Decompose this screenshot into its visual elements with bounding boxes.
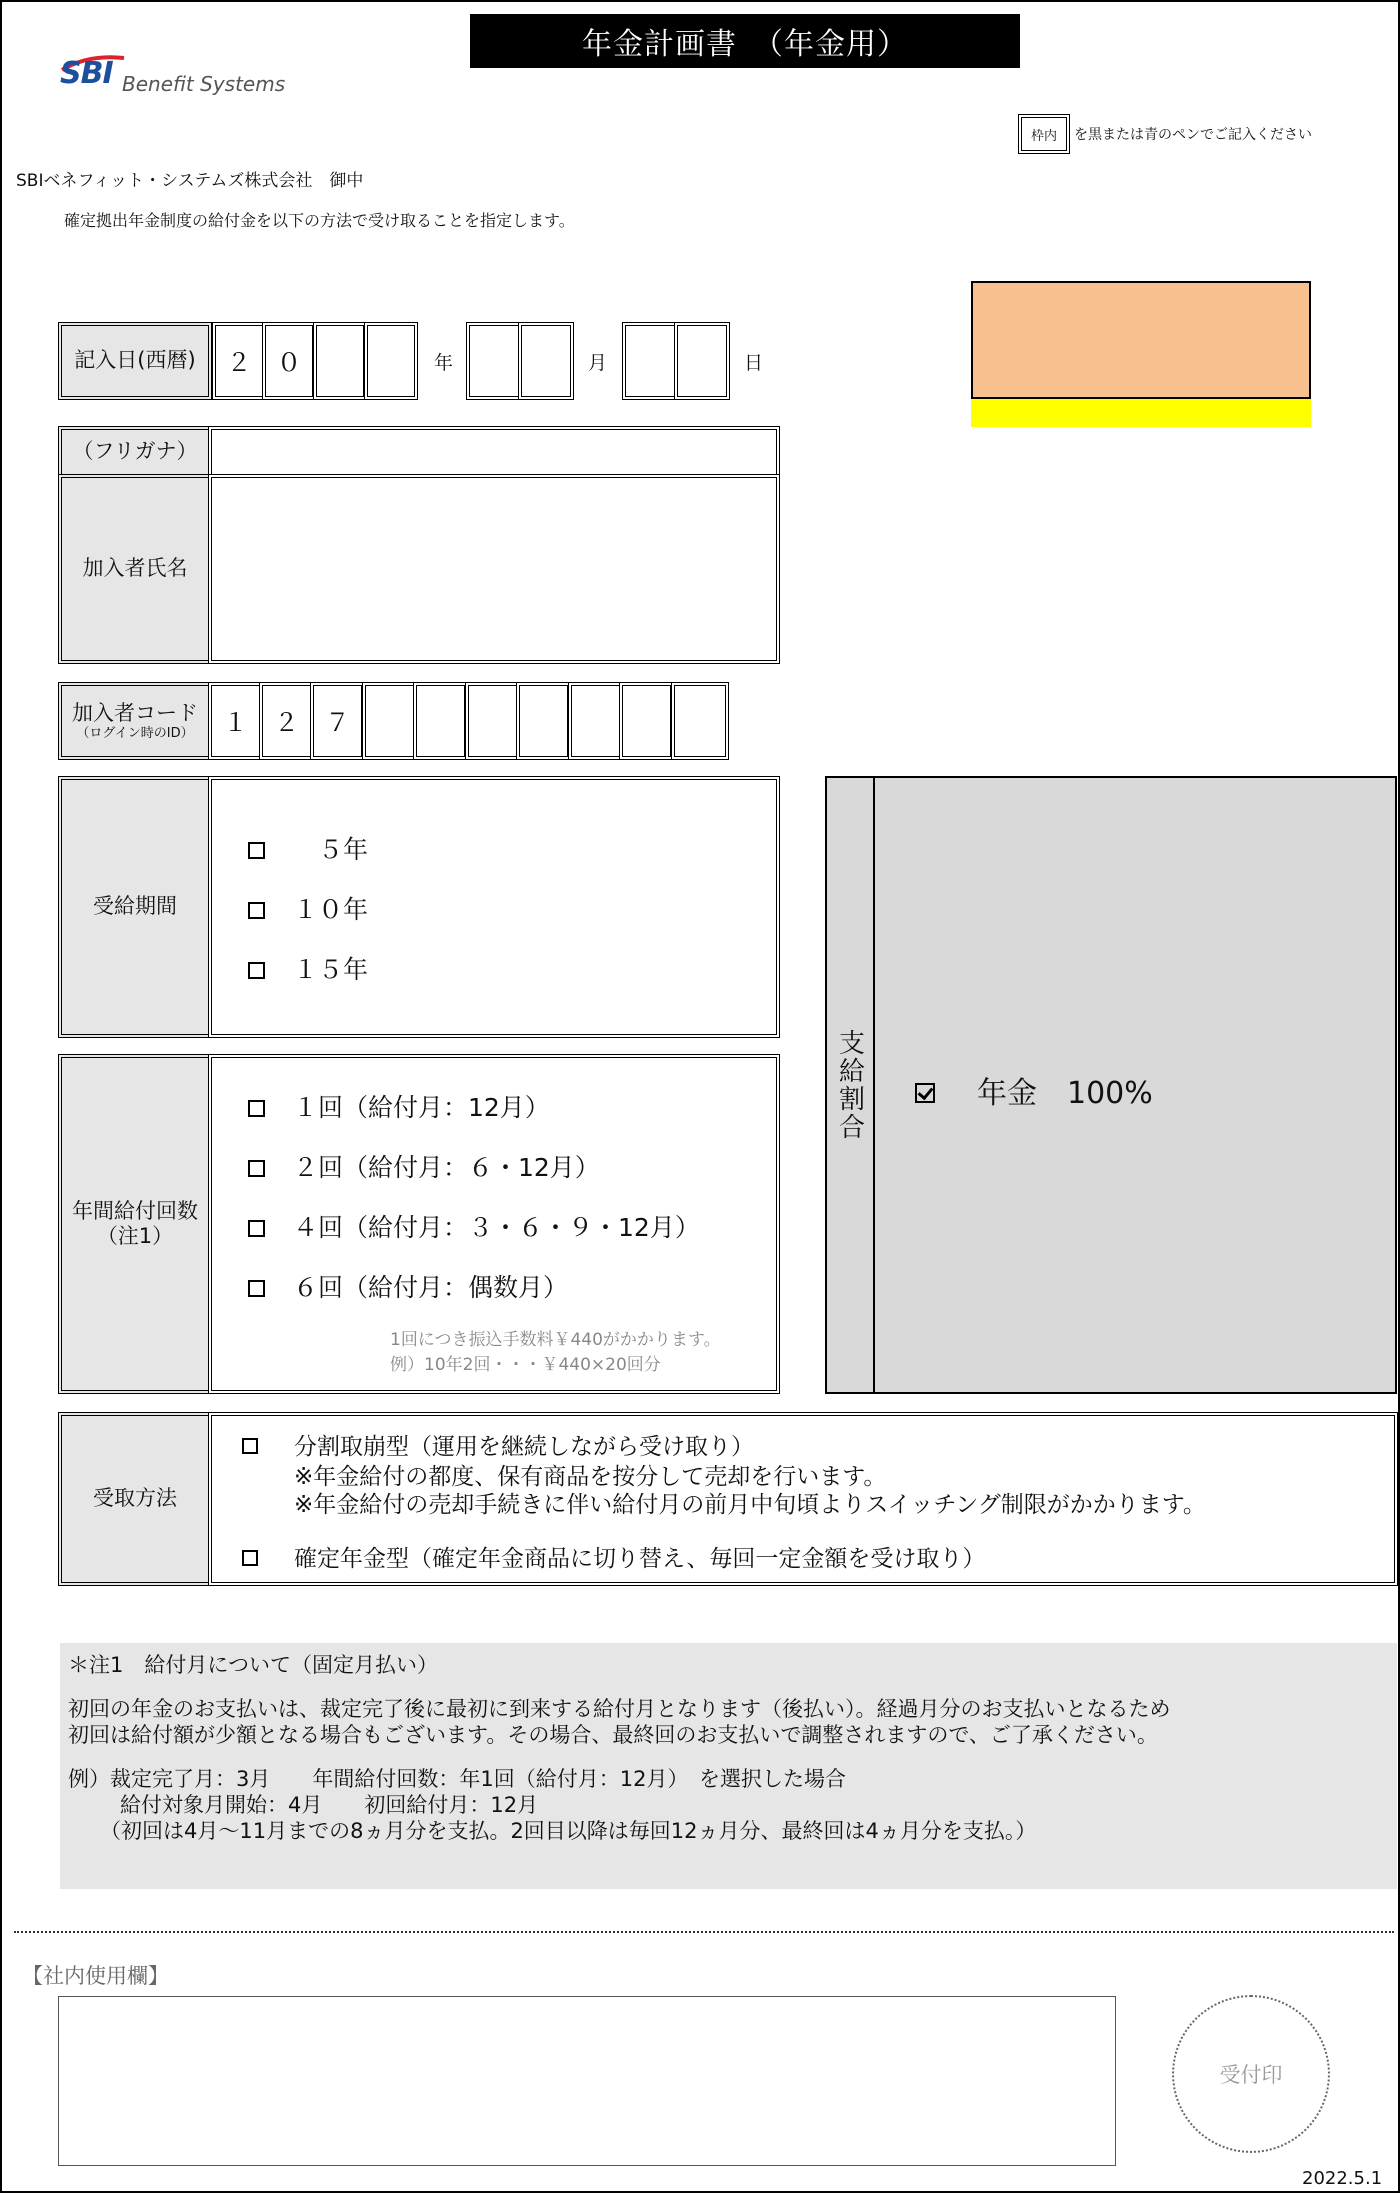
checkbox-icon[interactable]: [248, 1160, 265, 1177]
fee-line-1: 1回につき振込手数料￥440がかかります。: [390, 1330, 721, 1350]
note-box: [60, 1643, 1397, 1889]
code-digit-2[interactable]: ２: [259, 682, 314, 760]
frequency-options: [208, 1054, 780, 1394]
checkbox-icon[interactable]: [248, 962, 265, 979]
internal-use-label: 【社内使用欄】: [22, 1964, 169, 1988]
ratio-label-cell: [827, 778, 875, 1392]
ratio-label: 支給割合: [834, 1029, 865, 1141]
day-digit-2[interactable]: [674, 322, 730, 400]
legend-box: 枠内: [1018, 114, 1070, 154]
fee-line-2: 例）10年2回・・・￥440×20回分: [390, 1354, 661, 1375]
checkbox-icon[interactable]: [248, 902, 265, 919]
member-code-label: [58, 682, 212, 760]
year-unit: 年: [434, 352, 454, 374]
checkbox-icon[interactable]: [242, 1438, 258, 1454]
note-para-1: 初回の年金のお支払いは、裁定完了後に最初に到来する給付月となります（後払い）。経過月分のお支払いとなるため: [68, 1697, 1171, 1721]
code-digit-4[interactable]: [362, 682, 417, 760]
frequency-option-4[interactable]: ４回（給付月：３・６・９・12月）: [248, 1208, 700, 1244]
period-options: [208, 776, 780, 1038]
year-digit-2[interactable]: ０: [262, 322, 316, 400]
code-digit-7[interactable]: [516, 682, 571, 760]
company-logo: [58, 52, 318, 102]
period-option-10[interactable]: １０年: [248, 890, 368, 926]
frequency-title: 年間給付回数: [72, 1198, 198, 1223]
code-digit-8[interactable]: [568, 682, 623, 760]
fee-note: [390, 1328, 721, 1377]
checkbox-icon[interactable]: [248, 1220, 265, 1237]
checkbox-icon[interactable]: [248, 1280, 265, 1297]
note-example-1: 例）裁定完了月：3月 年間給付回数：年1回（給付月：12月） を選択した場合: [68, 1767, 846, 1791]
method-option-1[interactable]: 分割取崩型（運用を継続しながら受け取り）: [242, 1428, 754, 1461]
code-digit-6[interactable]: [465, 682, 520, 760]
internal-use-area: [58, 1996, 1116, 2166]
form-title: 年金計画書 （年金用）: [470, 14, 1020, 68]
entry-date-label: 記入日(西暦): [58, 322, 212, 400]
payment-ratio-panel: [825, 776, 1397, 1394]
method-note-1: ※年金給付の都度、保有商品を按分して売却を行います。: [294, 1464, 887, 1490]
month-unit: 月: [588, 352, 608, 374]
member-name-label: 加入者氏名: [58, 474, 212, 664]
note-heading: ＊注1 給付月について（固定月払い）: [68, 1653, 438, 1677]
member-code-title: 加入者コード: [72, 700, 198, 725]
month-digit-2[interactable]: [518, 322, 574, 400]
checkbox-icon[interactable]: [248, 1100, 265, 1117]
checked-box-icon[interactable]: [915, 1083, 935, 1103]
method-label: 受取方法: [58, 1412, 212, 1586]
divider: [14, 1931, 1394, 1933]
code-digit-5[interactable]: [413, 682, 468, 760]
intro-text: 確定拠出年金制度の給付金を以下の方法で受け取ることを指定します。: [64, 211, 575, 230]
year-digit-3[interactable]: [313, 322, 367, 400]
yellow-stamp-band: [971, 399, 1311, 427]
member-name-field[interactable]: [208, 474, 780, 664]
method-note-2: ※年金給付の売却手続きに伴い給付月の前月中旬頃よりスイッチング制限がかかります。: [294, 1492, 1206, 1518]
note-example-2: 給付対象月開始：4月 初回給付月：12月: [120, 1793, 539, 1817]
note-example-3: （初回は4月～11月までの8ヵ月分を支払。2回目以降は毎回12ヵ月分、最終回は4ヵ月分を支払。）: [100, 1819, 1037, 1843]
frequency-option-1[interactable]: １回（給付月：12月）: [248, 1088, 550, 1124]
furigana-field[interactable]: [208, 426, 780, 478]
frequency-sublabel: （注1）: [96, 1224, 174, 1248]
note-para-2: 初回は給付額が少額となる場合もございます。その場合、最終回のお支払いで調整されますので、ご了承ください。: [68, 1723, 1158, 1747]
checkbox-icon[interactable]: [248, 842, 265, 859]
period-option-15[interactable]: １５年: [248, 950, 368, 986]
frequency-label: [58, 1054, 212, 1394]
logo-text: Benefit Systems: [122, 72, 286, 96]
pen-instruction: [1018, 114, 1312, 154]
orange-stamp-area: [971, 281, 1311, 399]
furigana-label: （フリガナ）: [58, 426, 212, 478]
code-digit-1[interactable]: １: [208, 682, 263, 760]
year-digit-4[interactable]: [364, 322, 418, 400]
frequency-option-6[interactable]: ６回（給付月：偶数月）: [248, 1268, 568, 1304]
day-unit: 日: [744, 352, 764, 374]
period-option-5[interactable]: ５年: [248, 830, 368, 866]
logo-mark: SBI: [60, 56, 113, 91]
day-digit-1[interactable]: [622, 322, 678, 400]
year-digit-1[interactable]: ２: [212, 322, 266, 400]
checkbox-icon[interactable]: [242, 1550, 258, 1566]
method-options: [208, 1412, 1398, 1586]
reception-seal: 受付印: [1172, 1995, 1330, 2153]
legend-text: を黒または青のペンでご記入ください: [1074, 127, 1312, 143]
addressee: SBIベネフィット・システムズ株式会社 御中: [16, 171, 364, 191]
month-digit-1[interactable]: [466, 322, 522, 400]
code-digit-3[interactable]: ７: [310, 682, 365, 760]
ratio-value[interactable]: 年金 100%: [915, 1068, 1153, 1112]
form-version: 2022.5.1: [1302, 2168, 1383, 2189]
frequency-option-2[interactable]: ２回（給付月：６・12月）: [248, 1148, 600, 1184]
code-digit-10[interactable]: [671, 682, 729, 760]
member-code-sublabel: （ログイン時のID）: [76, 725, 194, 741]
code-digit-9[interactable]: [619, 682, 674, 760]
method-option-2[interactable]: 確定年金型（確定年金商品に切り替え、毎回一定金額を受け取り）: [242, 1540, 985, 1573]
period-label: 受給期間: [58, 776, 212, 1038]
